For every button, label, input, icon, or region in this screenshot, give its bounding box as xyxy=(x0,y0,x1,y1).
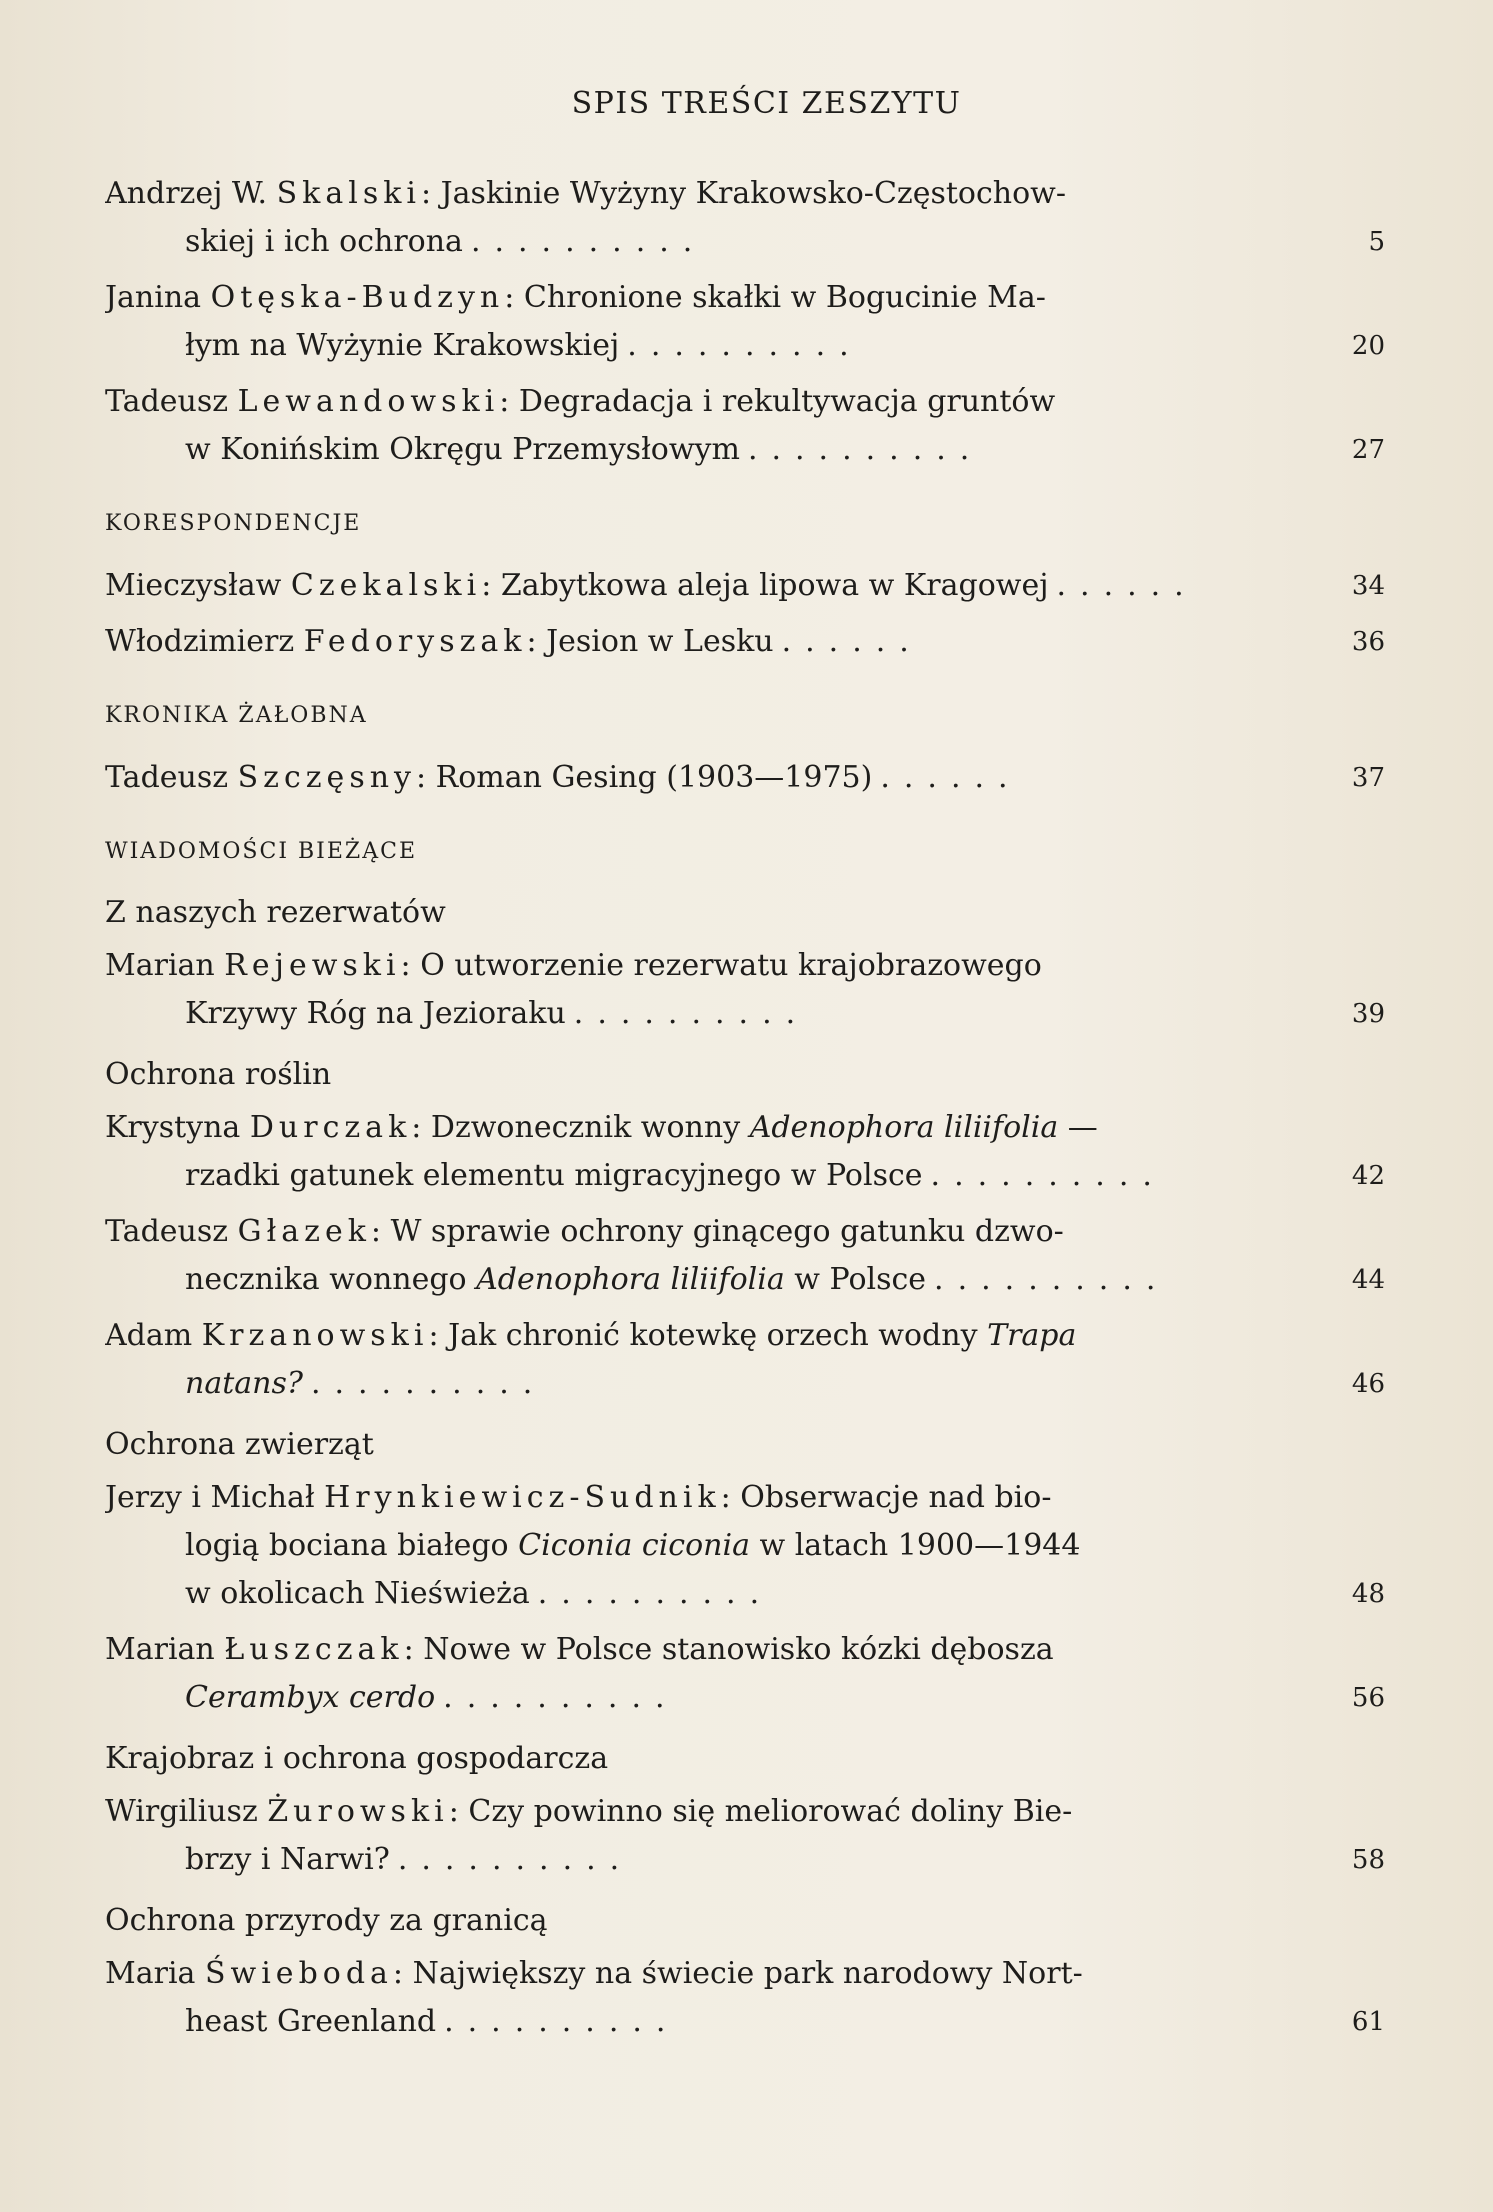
author-first-name: Tadeusz xyxy=(105,384,229,419)
entry-title-part: skiej i ich ochrona xyxy=(185,224,463,259)
entry-first-line xyxy=(105,1626,1315,1674)
author-first-name: Andrzej W. xyxy=(105,176,268,211)
entry-title-part: w okolicach Nieświeża xyxy=(185,1576,530,1611)
entry-title-part: brzy i Narwi? xyxy=(185,1842,390,1877)
entry-title-part: : Nowe w Polsce stanowisko kózki dębosza xyxy=(403,1632,1054,1667)
author-first-name: Krystyna xyxy=(105,1110,241,1145)
page-number: 36 xyxy=(1351,627,1385,657)
latin-name: Ciconia ciconia xyxy=(518,1528,750,1563)
leader-dots: .......... xyxy=(470,224,707,259)
entry-first-line xyxy=(105,1788,1315,1836)
latin-name: Cerambyx cerdo xyxy=(185,1680,436,1715)
subsection-heading: Ochrona zwierząt xyxy=(105,1427,374,1462)
entry-second-line xyxy=(105,426,1315,474)
leader-dots: .......... xyxy=(573,996,810,1031)
subsection-heading: Krajobraz i ochrona gospodarcza xyxy=(105,1741,609,1776)
page-number: 46 xyxy=(1351,1369,1385,1399)
entry-second-line xyxy=(105,1152,1315,1200)
entry-title-part: : Zabytkowa aleja lipowa w Kragowej xyxy=(481,568,1049,603)
author-first-name: Janina xyxy=(105,280,202,315)
toc-entry[interactable] xyxy=(105,1474,1385,1618)
entry-second-line xyxy=(105,1998,1315,2046)
entry-second-line xyxy=(105,990,1315,1038)
page-number: 5 xyxy=(1368,227,1385,257)
page-number: 37 xyxy=(1351,763,1385,793)
page-number: 42 xyxy=(1351,1161,1385,1191)
entry-second-line xyxy=(105,1522,1315,1570)
entry-title-part: łym na Wyżynie Krakowskiej xyxy=(185,328,620,363)
leader-dots: ...... xyxy=(1056,568,1198,603)
page-number: 27 xyxy=(1351,435,1385,465)
page-number: 58 xyxy=(1351,1845,1385,1875)
toc-entry[interactable] xyxy=(105,1104,1385,1200)
page-number: 48 xyxy=(1351,1579,1385,1609)
entry-title-part: : Degradacja i rekultywacja gruntów xyxy=(499,384,1056,419)
entry-third-line xyxy=(105,1570,1315,1618)
entry-title-tail: w Polsce xyxy=(784,1262,927,1297)
entry-first-line xyxy=(105,274,1315,322)
leader-dots: ...... xyxy=(781,624,923,659)
author-first-name: Mieczysław xyxy=(105,568,282,603)
entry-second-line xyxy=(105,1360,1315,1408)
toc-entry[interactable] xyxy=(105,378,1385,474)
toc-entry[interactable] xyxy=(105,1626,1385,1722)
author-last-name: Krzanowski xyxy=(201,1318,429,1353)
author-last-name: Łuszczak xyxy=(224,1632,404,1667)
entry-title-part: : Obserwacje nad bio- xyxy=(720,1480,1052,1515)
toc-entry[interactable] xyxy=(105,274,1385,370)
leader-dots: .......... xyxy=(310,1366,547,1401)
entry-second-line xyxy=(105,1674,1315,1722)
toc-entry[interactable] xyxy=(105,562,1385,610)
page-number: 20 xyxy=(1351,331,1385,361)
entry-first-line xyxy=(105,1208,1315,1256)
page-title: SPIS TREŚCI ZESZYTU xyxy=(571,86,962,121)
toc-entry[interactable] xyxy=(105,1788,1385,1884)
section-heading: WIADOMOŚCI BIEŻĄCE xyxy=(105,839,417,864)
entry-first-line xyxy=(105,1312,1315,1360)
leader-dots: .......... xyxy=(443,1680,679,1715)
entry-second-line xyxy=(105,218,1315,266)
author-first-name: Tadeusz xyxy=(105,760,229,795)
latin-name: Adenophora liliifolia xyxy=(476,1262,785,1297)
entry-title-part: : W sprawie ochrony ginącego gatunku dzwo- xyxy=(370,1214,1064,1249)
author-first-name: Marian xyxy=(105,948,215,983)
entry-first-line xyxy=(105,1474,1315,1522)
subsection-heading: Ochrona przyrody za granicą xyxy=(105,1903,548,1938)
entry-second-line xyxy=(105,1836,1315,1884)
toc-entry[interactable] xyxy=(105,618,1385,666)
entry-first-line xyxy=(105,562,1315,610)
entry-title-part: w Konińskim Okręgu Przemysłowym xyxy=(185,432,740,467)
author-last-name: Głazek xyxy=(237,1214,371,1249)
author-first-name: Włodzimierz xyxy=(105,624,295,659)
entry-title-part: : Jesion w Lesku xyxy=(526,624,774,659)
entry-title-part: rzadki gatunek elementu migracyjnego w Polsce xyxy=(185,1158,923,1193)
leader-dots: .......... xyxy=(444,2004,680,2039)
author-last-name: Rejewski xyxy=(224,948,401,983)
entry-title-part: : Czy powinno się meliorować doliny Bie- xyxy=(448,1794,1073,1829)
entry-title-tail: w latach 1900—1944 xyxy=(749,1528,1081,1563)
entry-title-part: : Chronione skałki w Bogucinie Ma- xyxy=(504,280,1046,315)
entry-title-part: : Największy na świecie park narodowy Nort- xyxy=(392,1956,1083,1991)
page-number: 34 xyxy=(1351,571,1385,601)
author-last-name: Hrynkiewicz-Sudnik xyxy=(324,1480,721,1515)
toc-entry[interactable] xyxy=(105,1950,1385,2046)
entry-second-line xyxy=(105,322,1315,370)
author-last-name: Fedoryszak xyxy=(303,624,527,659)
author-first-name: Jerzy i Michał xyxy=(105,1480,315,1515)
author-last-name: Lewandowski xyxy=(237,384,500,419)
entry-first-line xyxy=(105,1104,1315,1152)
author-last-name: Świeboda xyxy=(204,1956,393,1991)
author-first-name: Adam xyxy=(105,1318,193,1353)
entry-title-part: heast Greenland xyxy=(185,2004,437,2039)
leader-dots: ...... xyxy=(880,760,1022,795)
page-number: 56 xyxy=(1351,1683,1385,1713)
leader-dots: .......... xyxy=(930,1158,1166,1193)
entry-title-part: necznika wonnego xyxy=(185,1262,477,1297)
entry-title-part: logią bociana białego xyxy=(185,1528,519,1563)
page-number: 39 xyxy=(1351,999,1385,1029)
entry-first-line xyxy=(105,618,1315,666)
author-first-name: Marian xyxy=(105,1632,215,1667)
entry-second-line xyxy=(105,1256,1315,1304)
toc-entry[interactable] xyxy=(105,1208,1385,1304)
entry-first-line xyxy=(105,754,1315,802)
author-last-name: Otęska-Budzyn xyxy=(210,280,505,315)
table-of-contents xyxy=(105,170,1385,2054)
author-first-name: Tadeusz xyxy=(105,1214,229,1249)
author-last-name: Szczęsny xyxy=(237,760,416,795)
author-last-name: Żurowski xyxy=(267,1794,449,1829)
entry-title-part: : Dzwonecznik wonny xyxy=(411,1110,750,1145)
entry-title-part: : O utworzenie rezerwatu krajobrazowego xyxy=(400,948,1042,983)
toc-entry[interactable] xyxy=(105,170,1385,266)
entry-title-part: : Roman Gesing (1903—1975) xyxy=(415,760,873,795)
page-number: 61 xyxy=(1351,2007,1385,2037)
entry-title-part: Krzywy Róg na Jezioraku xyxy=(185,996,566,1031)
author-last-name: Durczak xyxy=(249,1110,412,1145)
entry-title-tail: — xyxy=(1058,1110,1098,1145)
toc-entry[interactable] xyxy=(105,942,1385,1038)
entry-first-line xyxy=(105,1950,1315,1998)
subsection-heading: Z naszych rezerwatów xyxy=(105,895,446,930)
leader-dots: .......... xyxy=(397,1842,634,1877)
toc-entry[interactable] xyxy=(105,1312,1385,1408)
page-number: 44 xyxy=(1351,1265,1385,1295)
subsection-heading: Ochrona roślin xyxy=(105,1057,332,1092)
entry-first-line xyxy=(105,378,1315,426)
latin-name: natans? xyxy=(185,1366,303,1401)
latin-name: Trapa xyxy=(987,1318,1077,1353)
section-heading: KORESPONDENCJE xyxy=(105,511,362,536)
leader-dots: .......... xyxy=(627,328,863,363)
author-first-name: Wirgiliusz xyxy=(105,1794,258,1829)
author-last-name: Czekalski xyxy=(290,568,482,603)
leader-dots: .......... xyxy=(934,1262,1170,1297)
leader-dots: .......... xyxy=(747,432,984,467)
author-first-name: Maria xyxy=(105,1956,196,1991)
entry-first-line xyxy=(105,942,1315,990)
toc-entry[interactable] xyxy=(105,754,1385,802)
section-heading: KRONIKA ŻAŁOBNA xyxy=(105,703,368,728)
entry-title-part: : Jak chronić kotewkę orzech wodny xyxy=(428,1318,988,1353)
leader-dots: .......... xyxy=(537,1576,774,1611)
latin-name: Adenophora liliifolia xyxy=(749,1110,1059,1145)
author-last-name: Skalski xyxy=(276,176,421,211)
entry-first-line xyxy=(105,170,1315,218)
entry-title-part: : Jaskinie Wyżyny Krakowsko-Częstochow- xyxy=(421,176,1066,211)
